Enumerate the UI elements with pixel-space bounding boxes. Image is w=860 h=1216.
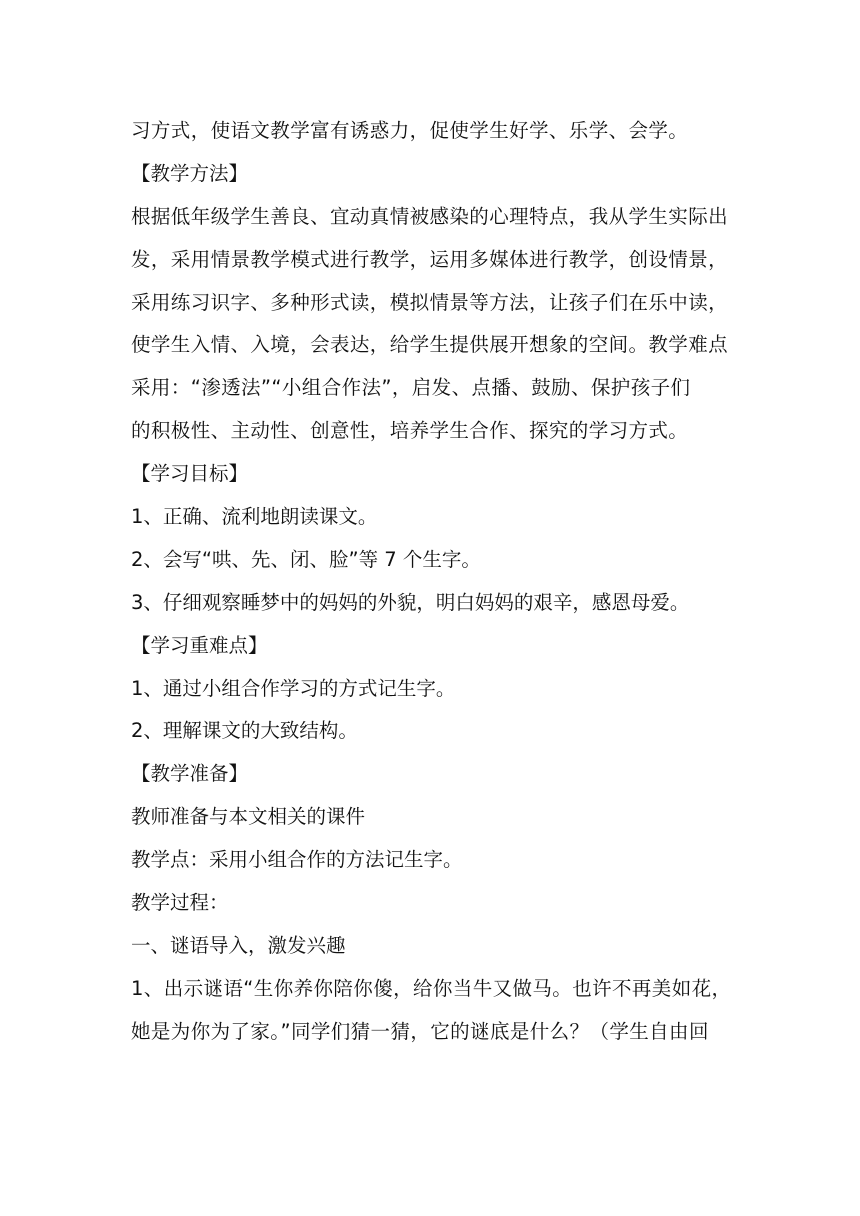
list-item: 1、通过小组合作学习的方式记生字。 bbox=[131, 676, 456, 700]
subsection-heading: 一、谜语导入，激发兴趣 bbox=[131, 933, 346, 957]
list-item: 1、正确、流利地朗读课文。 bbox=[131, 505, 378, 529]
paragraph-line: 根据低年级学生善良、宜动真情被感染的心理特点，我从学生实际出 bbox=[131, 204, 729, 228]
paragraph-line: 采用练习识字、多种形式读，模拟情景等方法，让孩子们在乐中读， bbox=[131, 290, 729, 314]
list-item: 2、理解课文的大致结构。 bbox=[131, 719, 358, 743]
section-heading-teaching-prep: 【教学准备】 bbox=[131, 762, 249, 786]
section-heading-key-difficulties: 【学习重难点】 bbox=[131, 633, 268, 657]
paragraph-line: 采用：“渗透法”“小组合作法”，启发、点播、鼓励、保护孩子们 bbox=[131, 376, 691, 400]
section-heading-teaching-method: 【教学方法】 bbox=[131, 161, 249, 185]
paragraph-line: 习方式，使语文教学富有诱惑力，促使学生好学、乐学、会学。 bbox=[131, 119, 689, 142]
list-item: 2、会写“哄、先、闭、脸”等 7 个生字。 bbox=[131, 547, 481, 571]
paragraph-line: 发，采用情景教学模式进行教学，运用多媒体进行教学，创设情景， bbox=[131, 247, 729, 271]
paragraph-line: 使学生入情、入境，会表达，给学生提供展开想象的空间。教学难点 bbox=[131, 333, 729, 357]
paragraph-line: 教学过程： bbox=[131, 891, 229, 915]
paragraph-line: 她是为你为了家。”同学们猜一猜，它的谜底是什么？（学生自由回 bbox=[131, 1019, 709, 1043]
list-item: 3、仔细观察睡梦中的妈妈的外貌，明白妈妈的艰辛，感恩母爱。 bbox=[131, 590, 690, 614]
paragraph-line: 教学点：采用小组合作的方法记生字。 bbox=[131, 848, 463, 872]
paragraph-line: 教师准备与本文相关的课件 bbox=[131, 805, 366, 829]
paragraph-line: 的积极性、主动性、创意性，培养学生合作、探究的学习方式。 bbox=[131, 419, 689, 443]
paragraph-line: 1、出示谜语“生你养你陪你傻，给你当牛又做马。也许不再美如花， bbox=[131, 976, 732, 1000]
section-heading-learning-goals: 【学习目标】 bbox=[131, 462, 249, 486]
document-body bbox=[131, 110, 741, 1054]
